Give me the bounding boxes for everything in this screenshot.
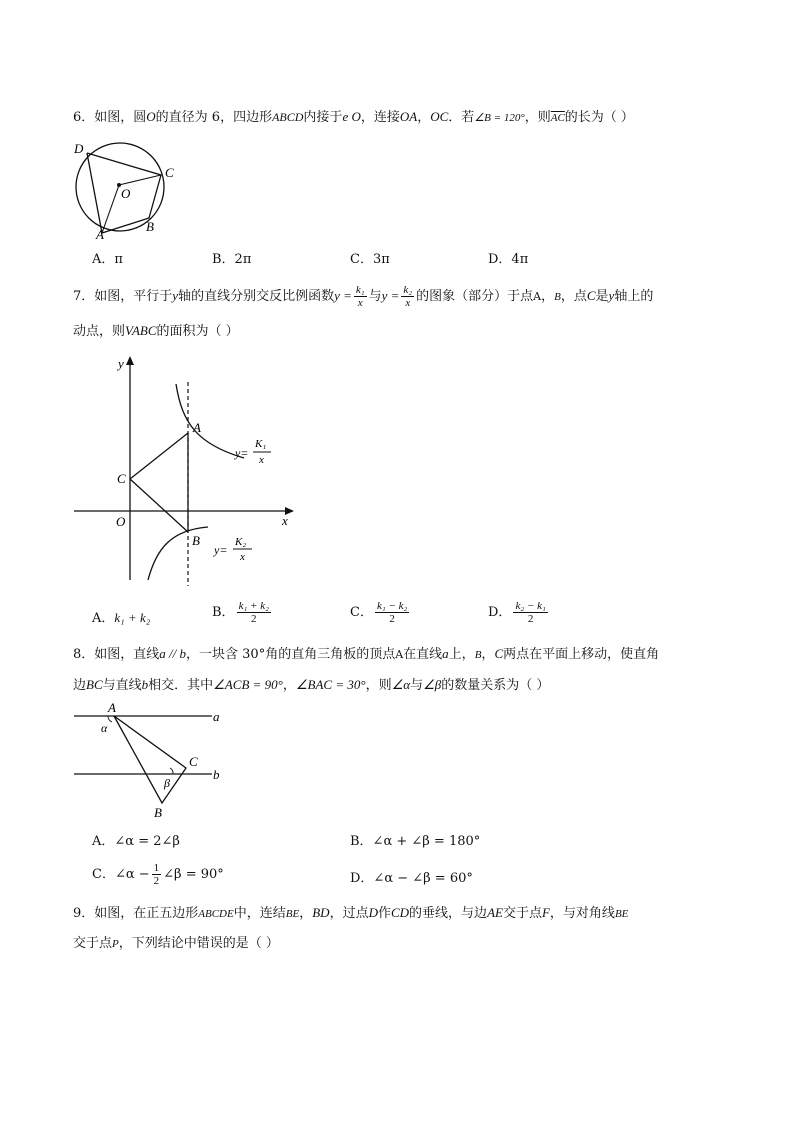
q9-stem-line2: 交于点P，下列结论中错误的是（ ） — [73, 936, 279, 951]
q7-option-a[interactable]: A．k₁ + k₂ — [92, 610, 151, 626]
q6-option-c[interactable]: C．3π — [350, 252, 390, 267]
q6-stem: 6．如图，圆O的直径为 6，四边形ABCD内接于e O，连接OA，OC．若∠B = 120°，则$\overline{AC}$的长为（ ） — [73, 109, 634, 125]
q6-label-O: O — [121, 186, 131, 201]
q8-label-C: C — [189, 754, 198, 769]
q6-label-D: D — [74, 141, 84, 156]
q6-option-a[interactable]: A．π — [92, 252, 123, 267]
q7-stem-line1: 7．如图，平行于y轴的直线分别交反比例函数y = $\frac{\text{k₁}}{x}$ 与y = $\frac{\text{k₂}}{x}$ 的图象（部分）于点A，B，点C是y轴上的 — [73, 284, 654, 309]
q8-label-B: B — [154, 805, 162, 820]
q8-label-b: b — [213, 767, 220, 782]
q7-frac-k1: $\frac{\text{k₁}}{x}$ — [355, 284, 365, 309]
q8-option-a[interactable]: A．∠α = 2∠β — [92, 834, 180, 849]
q7-stem-line2: 动点，则VABC的面积为（ ） — [73, 323, 239, 339]
q8-stem-line2: 边BC与直线b相交．其中∠ACB = 90°，∠BAC = 30°，则∠α与∠β的数量关系为（ ） — [73, 677, 550, 693]
q7-f1-den: x — [259, 454, 264, 466]
q6-label-C: C — [165, 165, 174, 180]
q6-option-d[interactable]: D．4π — [488, 252, 529, 267]
q6-option-b[interactable]: B．2π — [212, 252, 252, 267]
q6-label-B: B — [146, 219, 154, 234]
q7-label-B: B — [192, 533, 200, 548]
q7-option-d[interactable]: D． $\frac{\text{k₂ − k₁}}{2}$ — [488, 600, 546, 625]
q8-triangle-figure — [70, 700, 230, 820]
q8-option-d[interactable]: D．∠α − ∠β = 60° — [350, 871, 473, 886]
q7-option-b[interactable]: B． $\frac{\text{k₁ + k₂}}{2}$ — [212, 600, 269, 625]
q7-f2-num: K₂ — [235, 536, 247, 548]
q8-stem-line1: 8．如图，直线a // b，一块含 30°角的直角三角板的顶点A在直线a上，B，C两点在平面上移动，使直角 — [73, 646, 660, 662]
q7-f1-num: K₁ — [255, 438, 267, 450]
q9-stem-line1: 9．如图，在正五边形ABCDE中，连结BE，BD，过点D作CD的垂线，与边AE交于点F，与对角线BE — [73, 905, 629, 921]
q6-circle-figure — [70, 140, 190, 240]
q6-label-A: A — [96, 227, 104, 240]
q8-option-c[interactable]: C．∠α − $\frac{1}{2}$ ∠β = 90° — [92, 862, 224, 887]
q7-option-c[interactable]: C． $\frac{\text{k₁ − k₂}}{2}$ — [350, 600, 408, 625]
q7-label-A: A — [193, 420, 201, 435]
q8-label-A: A — [108, 700, 116, 715]
q7-label-C: C — [117, 471, 126, 486]
q7-f1-lhs: y= — [235, 446, 249, 460]
q7-f2-lhs: y= — [214, 543, 228, 557]
q7-graph-figure — [68, 352, 303, 588]
q7-f2-den: x — [240, 551, 245, 563]
q7-label-O: O — [116, 514, 126, 529]
q8-label-alpha: α — [101, 721, 108, 735]
q7-label-y: y — [118, 356, 124, 371]
q8-label-beta: β — [164, 776, 170, 790]
q8-option-b[interactable]: B．∠α + ∠β = 180° — [350, 834, 481, 849]
q7-label-x: x — [282, 513, 288, 528]
q8-label-a: a — [213, 709, 220, 724]
q7-frac-k2: $\frac{\text{k₂}}{x}$ — [403, 284, 413, 309]
